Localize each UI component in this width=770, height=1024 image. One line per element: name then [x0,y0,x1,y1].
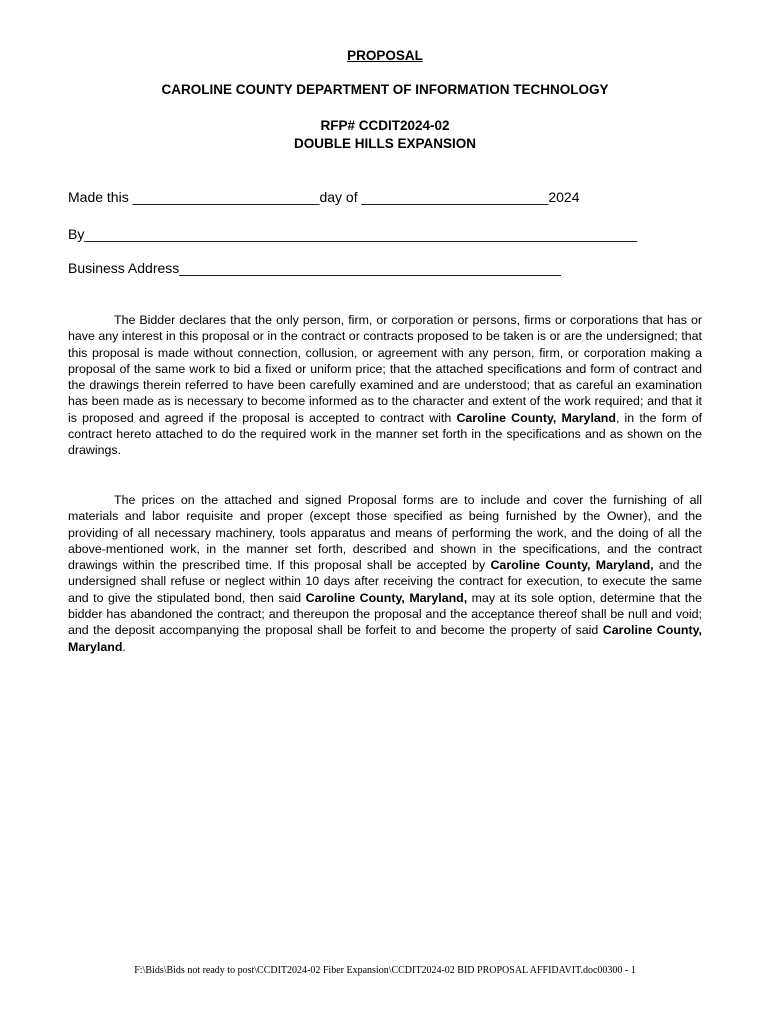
business-address-field[interactable]: Business Address_________________________________________________ [68,260,561,276]
paragraph2-text-1: The prices on the attached and signed Proposal forms are to include and cover the furnishing of all materials and labor requisite and proper (except those specified as being furnished by the Owner), and the providing of all necessary machinery, tools apparatus and means of performing the work, and the doing of all the above-mentioned work, in the manner set forth, described and shown in the specifications, and the contract drawings within the prescribed time. If this proposal shall be accepted by [68,493,702,573]
rfp-number: RFP# CCDIT2024-02 [320,118,450,133]
paragraph2-text-3: may at its sole option, determine that the bidder has abandoned the contract; and thereupon the proposal and the acceptance thereof shall be null and void; and the deposit accompanying the proposal shall be forfeit to and become the property of said [68,590,702,638]
paragraph1-bold-1: Caroline County, Maryland [456,410,616,425]
bidder-declaration-paragraph [68,312,702,459]
paragraph2-text-4: . [122,639,126,654]
paragraph2-bold-2: Caroline County, Maryland, [305,590,468,605]
paragraph2-bold-3: Caroline County, Maryland [68,623,702,654]
footer-file-path: F:\Bids\Bids not ready to post\CCDIT2024-02 Fiber Expansion\CCDIT2024-02 BID PROPOSAL AFFIDAVIT.doc00300 - 1 [134,965,636,976]
proposal-heading: PROPOSAL [347,48,423,63]
project-title: DOUBLE HILLS EXPANSION [293,136,476,151]
made-this-field[interactable]: Made this ________________________day of ________________________2024 [68,189,580,205]
paragraph1-text-2: , in the form of contract hereto attached to do the required work in the manner set forth in the specifications and as shown on the drawings. [68,410,703,458]
department-heading: CAROLINE COUNTY DEPARTMENT OF INFORMATION TECHNOLOGY [161,82,609,97]
by-field[interactable]: By_______________________________________________________________________ [68,226,638,242]
paragraph2-text-2: and the undersigned shall refuse or neglect within 10 days after receiving the contract for execution, to execute the same and to give the stipulated bond, then said [68,558,702,605]
paragraph2-bold-1: Caroline County, Maryland, [490,558,654,573]
prices-paragraph [68,492,702,655]
paragraph1-text-1: The Bidder declares that the only person, firm, or corporation or persons, firms or corporations that has or have any interest in this proposal or in the contract or contracts proposed to be taken is or are the undersigned; that this proposal is made without connection, collusion, or agreement with any person, firm, or corporation making a proposal of the same work to bid a fixed or uniform price; that the attached specifications and form of contract and the drawings therein referred to have been carefully examined and are understood; that as careful an examination has been made as is necessary to become informed as to the character and extent of the work required; and that it is proposed and agreed if the proposal is accepted to contract with [68,313,702,425]
